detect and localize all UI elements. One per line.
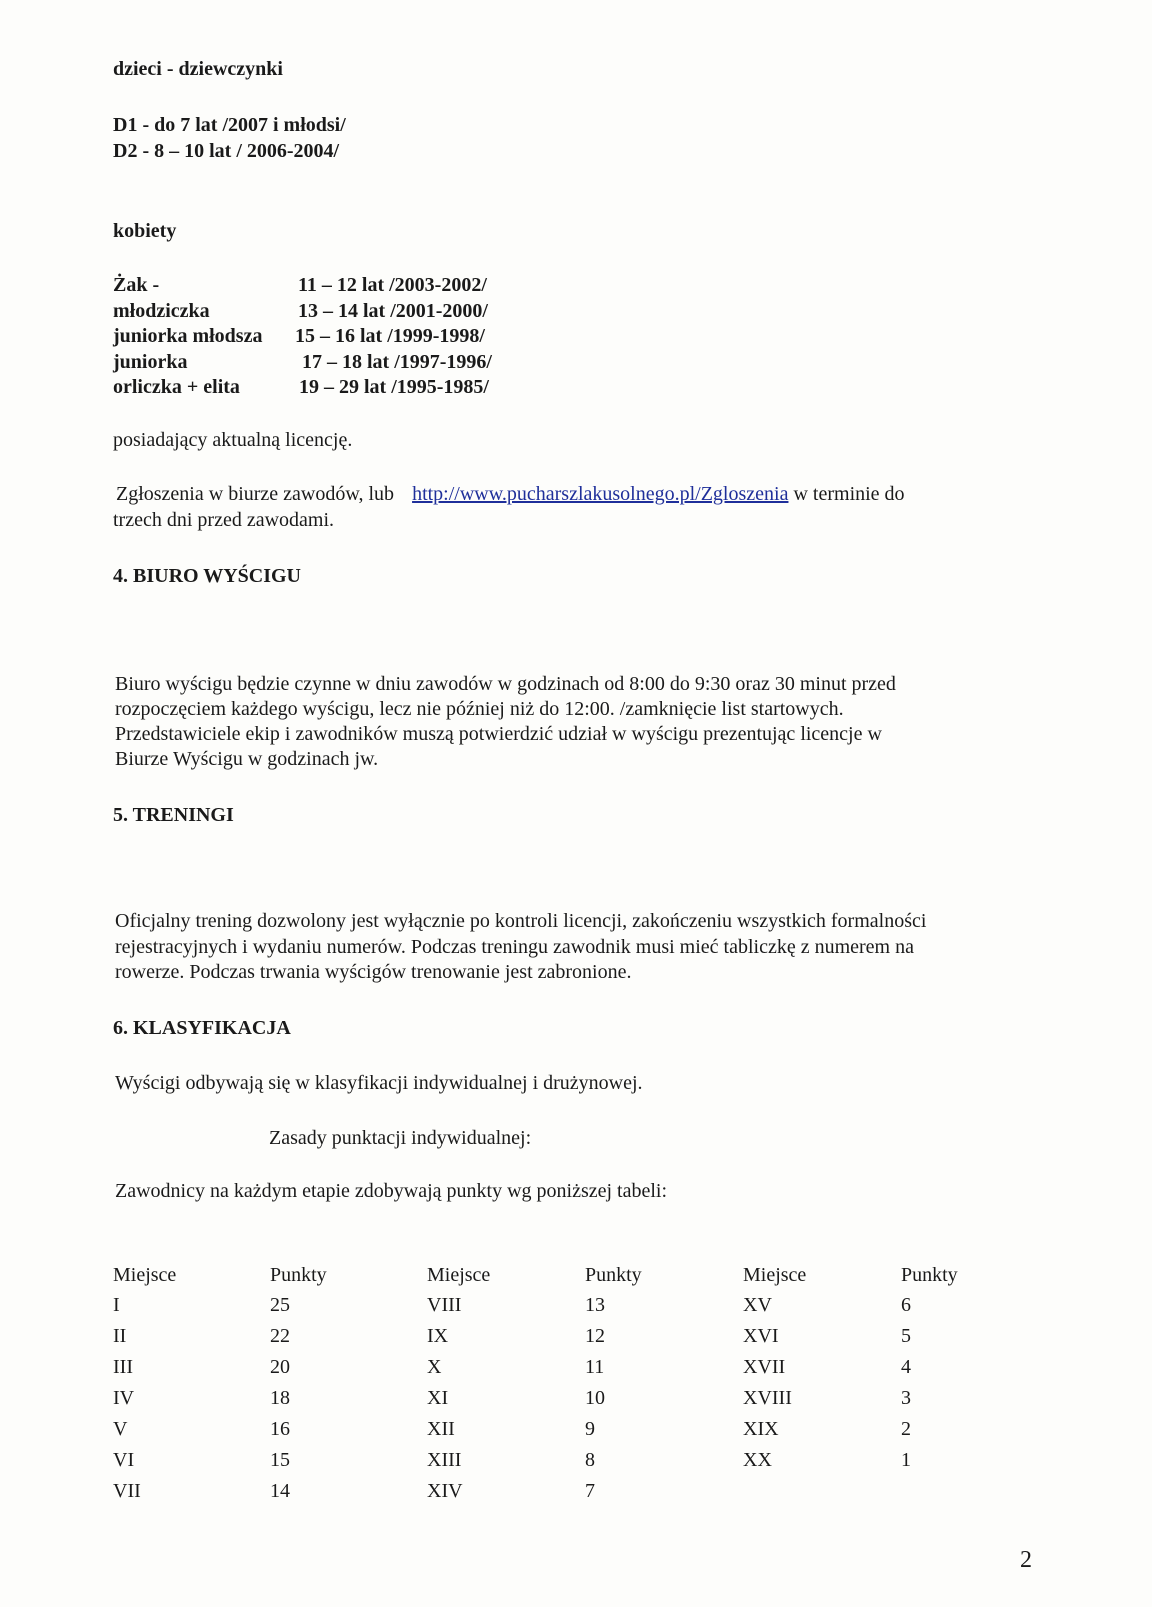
place-cell: XIV — [427, 1480, 463, 1502]
place-cell: VII — [113, 1480, 141, 1502]
category-d1: D1 - do 7 lat /2007 i młodsi/ — [113, 114, 346, 136]
category-age: 15 – 16 lat /1999-1998/ — [295, 325, 485, 347]
women-title: kobiety — [113, 220, 177, 242]
entries-link[interactable]: http://www.pucharszlakusolnego.pl/Zgloszenia — [412, 483, 789, 505]
column-header: Punkty — [585, 1264, 642, 1286]
category-name: juniorka młodsza — [113, 325, 263, 347]
section-4-line: Biuro wyścigu będzie czynne w dniu zawodów w godzinach od 8:00 do 9:30 oraz 30 minut przed — [115, 673, 896, 695]
section-4-line: Przedstawiciele ekip i zawodników muszą potwierdzić udział w wyścigu prezentując licencje w — [115, 723, 882, 745]
section-4-line: Biurze Wyścigu w godzinach jw. — [115, 748, 379, 770]
table-row — [113, 1356, 981, 1387]
place-cell: XV — [743, 1294, 772, 1316]
category-age: 13 – 14 lat /2001-2000/ — [298, 300, 488, 322]
section-4-heading: 4. BIURO WYŚCIGU — [113, 565, 301, 587]
points-cell: 8 — [585, 1449, 595, 1471]
column-header: Punkty — [270, 1264, 327, 1286]
points-cell: 25 — [270, 1294, 290, 1316]
entries-line-2: trzech dni przed zawodami. — [113, 509, 335, 531]
section-5-line: rowerze. Podczas trwania wyścigów trenowanie jest zabronione. — [115, 961, 632, 983]
points-cell: 16 — [270, 1418, 290, 1440]
points-cell — [901, 1480, 981, 1511]
points-cell: 5 — [901, 1325, 911, 1347]
section-5-heading: 5. TRENINGI — [113, 804, 234, 826]
place-cell: XII — [427, 1418, 455, 1440]
place-cell: VIII — [427, 1294, 462, 1316]
points-table-header-row — [113, 1264, 981, 1294]
section-6-subheading: Zasady punktacji indywidualnej: — [269, 1127, 532, 1149]
place-cell: X — [427, 1356, 442, 1378]
column-header: Miejsce — [113, 1264, 177, 1286]
points-cell: 20 — [270, 1356, 290, 1378]
points-cell: 13 — [585, 1294, 605, 1316]
points-cell: 18 — [270, 1387, 290, 1409]
category-age: 19 – 29 lat /1995-1985/ — [299, 376, 489, 398]
category-name: młodziczka — [113, 300, 210, 322]
section-5-line: rejestracyjnych i wydaniu numerów. Podczas treningu zawodnik musi mieć tabliczkę z numerem na — [115, 936, 914, 958]
category-d2: D2 - 8 – 10 lat / 2006-2004/ — [113, 140, 340, 162]
category-name: Żak - — [113, 274, 160, 296]
points-cell: 9 — [585, 1418, 595, 1440]
column-header: Miejsce — [427, 1264, 491, 1286]
place-cell: XIII — [427, 1449, 462, 1471]
points-cell: 2 — [901, 1418, 911, 1440]
place-cell: II — [113, 1325, 127, 1347]
category-name: juniorka — [113, 351, 188, 373]
points-cell: 22 — [270, 1325, 290, 1347]
place-cell: XVII — [743, 1356, 786, 1378]
points-table — [113, 1264, 981, 1511]
category-age: 11 – 12 lat /2003-2002/ — [298, 274, 487, 296]
section-5-line: Oficjalny trening dozwolony jest wyłącznie po kontroli licencji, zakończeniu wszystkich formalności — [115, 910, 927, 932]
group-title: dzieci - dziewczynki — [113, 58, 283, 80]
place-cell — [743, 1480, 901, 1511]
points-cell: 10 — [585, 1387, 605, 1409]
section-4-line: rozpoczęciem każdego wyścigu, lecz nie później niż do 12:00. /zamknięcie list startowych. — [115, 698, 844, 720]
entries-text-after: w terminie do — [793, 483, 905, 505]
points-cell: 3 — [901, 1387, 911, 1409]
place-cell: IV — [113, 1387, 135, 1409]
category-age: 17 – 18 lat /1997-1996/ — [302, 351, 492, 373]
points-cell: 14 — [270, 1480, 290, 1502]
points-cell: 6 — [901, 1294, 911, 1316]
table-row — [113, 1387, 981, 1418]
place-cell: XIX — [743, 1418, 779, 1440]
points-cell: 7 — [585, 1480, 595, 1502]
column-header: Miejsce — [743, 1264, 807, 1286]
table-row — [113, 1418, 981, 1449]
place-cell: XI — [427, 1387, 449, 1409]
page-number: 2 — [1020, 1547, 1032, 1573]
place-cell: VI — [113, 1449, 135, 1471]
place-cell: XX — [743, 1449, 772, 1471]
license-note: posiadający aktualną licencję. — [113, 429, 353, 451]
points-cell: 12 — [585, 1325, 605, 1347]
points-cell: 4 — [901, 1356, 911, 1378]
place-cell: XVI — [743, 1325, 779, 1347]
points-cell: 1 — [901, 1449, 911, 1471]
category-name: orliczka + elita — [113, 376, 240, 398]
table-row — [113, 1325, 981, 1356]
column-header: Punkty — [901, 1264, 958, 1286]
place-cell: XVIII — [743, 1387, 792, 1409]
points-cell: 11 — [585, 1356, 605, 1378]
place-cell: IX — [427, 1325, 449, 1347]
table-row — [113, 1449, 981, 1480]
place-cell: III — [113, 1356, 133, 1378]
section-6-heading: 6. KLASYFIKACJA — [113, 1017, 291, 1039]
table-row — [113, 1294, 981, 1325]
table-row — [113, 1480, 981, 1511]
entries-line-1 — [116, 481, 905, 507]
place-cell: I — [113, 1294, 120, 1316]
points-cell: 15 — [270, 1449, 290, 1471]
section-6-table-intro: Zawodnicy na każdym etapie zdobywają punkty wg poniższej tabeli: — [115, 1180, 668, 1202]
section-6-intro: Wyścigi odbywają się w klasyfikacji indywidualnej i drużynowej. — [115, 1072, 643, 1094]
entries-text-before: Zgłoszenia w biurze zawodów, lub — [116, 483, 395, 505]
place-cell: V — [113, 1418, 128, 1440]
